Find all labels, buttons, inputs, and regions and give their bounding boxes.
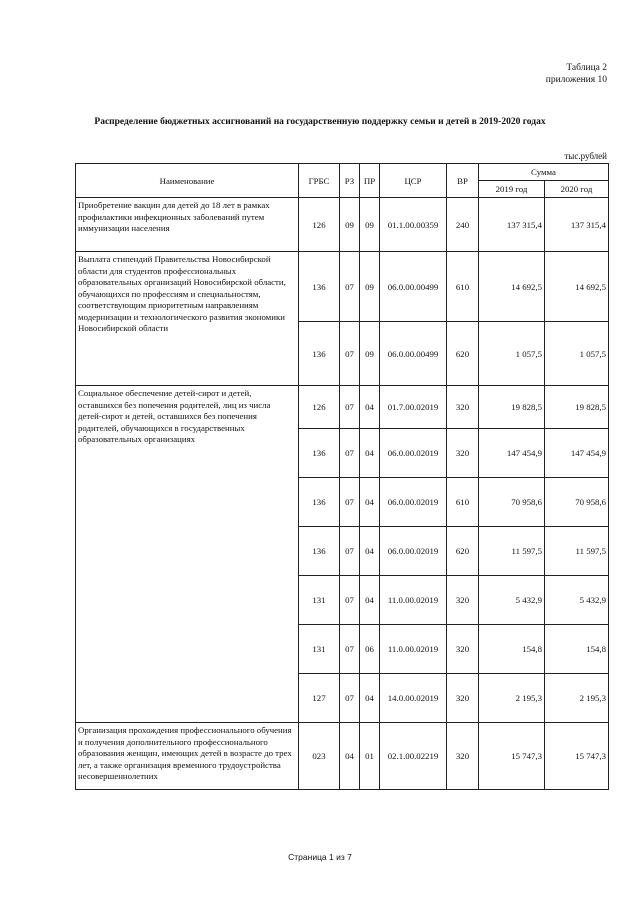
cell-csr: 02.1.00.02219 [380,723,447,790]
row-name: Организация прохождения профессионального обучения и получения дополнительного профессионального образования женщин, имеющих детей в возрасте до трех лет, а также организация временного трудоустройства несовершеннолетних [76,723,299,790]
cell-grbs: 126 [299,386,340,429]
cell-vr: 620 [447,527,479,576]
col-header-2019: 2019 год [479,181,545,198]
cell-2019: 11 597,5 [479,527,545,576]
table-row [76,198,609,252]
cell-2019: 14 692,5 [479,252,545,322]
cell-vr: 320 [447,576,479,625]
cell-csr: 06.0.00.00499 [380,322,447,386]
cell-2019: 19 828,5 [479,386,545,429]
cell-2019: 5 432,9 [479,576,545,625]
cell-rz: 07 [340,252,360,322]
row-name: Приобретение вакцин для детей до 18 лет в рамках профилактики инфекционных заболеваний путем иммунизации населения [76,198,299,252]
cell-pr: 04 [360,576,380,625]
units-label: тыс.рублей [564,151,607,161]
cell-2019: 147 454,9 [479,429,545,478]
cell-pr: 04 [360,386,380,429]
cell-2020: 1 057,5 [545,322,609,386]
cell-rz: 07 [340,429,360,478]
cell-grbs: 136 [299,478,340,527]
appendix-ref: приложения 10 [545,75,607,85]
cell-csr: 06.0.00.02019 [380,429,447,478]
cell-pr: 04 [360,429,380,478]
page-number: Страница 1 из 7 [288,852,352,862]
cell-pr: 09 [360,198,380,252]
cell-grbs: 131 [299,625,340,674]
cell-pr: 04 [360,527,380,576]
cell-2020: 147 454,9 [545,429,609,478]
col-header-name: Наименование [76,164,299,198]
document-title: Распределение бюджетных ассигнований на государственную поддержку семьи и детей в 2019-2020 годах [94,117,546,127]
cell-grbs: 136 [299,429,340,478]
cell-grbs: 136 [299,527,340,576]
cell-csr: 11.0.00.02019 [380,576,447,625]
cell-grbs: 023 [299,723,340,790]
cell-pr: 04 [360,478,380,527]
col-header-pr: ПР [360,164,380,198]
cell-vr: 610 [447,478,479,527]
cell-2019: 154,8 [479,625,545,674]
cell-rz: 07 [340,674,360,723]
cell-2020: 11 597,5 [545,527,609,576]
cell-rz: 04 [340,723,360,790]
cell-2020: 14 692,5 [545,252,609,322]
cell-rz: 07 [340,386,360,429]
cell-csr: 01.1.00.00359 [380,198,447,252]
col-header-rz: РЗ [340,164,360,198]
cell-2020: 154,8 [545,625,609,674]
cell-rz: 07 [340,527,360,576]
cell-2020: 137 315,4 [545,198,609,252]
cell-vr: 610 [447,252,479,322]
cell-2020: 70 958,6 [545,478,609,527]
cell-csr: 06.0.00.00499 [380,252,447,322]
table-row [76,723,609,790]
cell-2020: 2 195,3 [545,674,609,723]
cell-grbs: 126 [299,198,340,252]
cell-grbs: 131 [299,576,340,625]
row-name: Выплата стипендий Правительства Новосибирской области для студентов профессиональных образовательных организаций Новосибирской области, обучающихся по профессиям и специальностям, соответствующим приоритетным направлениям модернизации и технологического развития экономики Новосибирской области [76,252,299,386]
cell-pr: 06 [360,625,380,674]
cell-vr: 320 [447,674,479,723]
cell-grbs: 136 [299,322,340,386]
cell-2020: 5 432,9 [545,576,609,625]
cell-pr: 09 [360,322,380,386]
table-row [76,252,609,322]
allocation-table [75,163,609,790]
cell-2020: 15 747,3 [545,723,609,790]
cell-2019: 70 958,6 [479,478,545,527]
col-header-csr: ЦСР [380,164,447,198]
table-row [76,386,609,429]
cell-csr: 01.7.00.02019 [380,386,447,429]
col-header-vr: ВР [447,164,479,198]
cell-grbs: 127 [299,674,340,723]
cell-pr: 04 [360,674,380,723]
cell-vr: 240 [447,198,479,252]
col-header-grbs: ГРБС [299,164,340,198]
cell-2019: 2 195,3 [479,674,545,723]
cell-rz: 09 [340,198,360,252]
cell-csr: 14.0.00.02019 [380,674,447,723]
cell-pr: 01 [360,723,380,790]
cell-rz: 07 [340,322,360,386]
cell-2019: 137 315,4 [479,198,545,252]
cell-vr: 320 [447,625,479,674]
cell-vr: 320 [447,429,479,478]
cell-csr: 11.0.00.02019 [380,625,447,674]
row-name: Социальное обеспечение детей-сирот и детей, оставшихся без попечения родителей, лиц из числа детей-сирот и детей, оставшихся без попечения родителей, обучающихся в государственных образовательных организациях [76,386,299,723]
cell-2020: 19 828,5 [545,386,609,429]
cell-2019: 1 057,5 [479,322,545,386]
cell-rz: 07 [340,576,360,625]
cell-csr: 06.0.00.02019 [380,527,447,576]
cell-vr: 320 [447,386,479,429]
cell-grbs: 136 [299,252,340,322]
cell-csr: 06.0.00.02019 [380,478,447,527]
table-caption [546,62,607,86]
cell-vr: 320 [447,723,479,790]
col-header-sum: Сумма [479,164,609,181]
cell-rz: 07 [340,478,360,527]
table-number: Таблица 2 [566,63,607,73]
cell-pr: 09 [360,252,380,322]
col-header-2020: 2020 год [545,181,609,198]
cell-rz: 07 [340,625,360,674]
cell-vr: 620 [447,322,479,386]
cell-2019: 15 747,3 [479,723,545,790]
